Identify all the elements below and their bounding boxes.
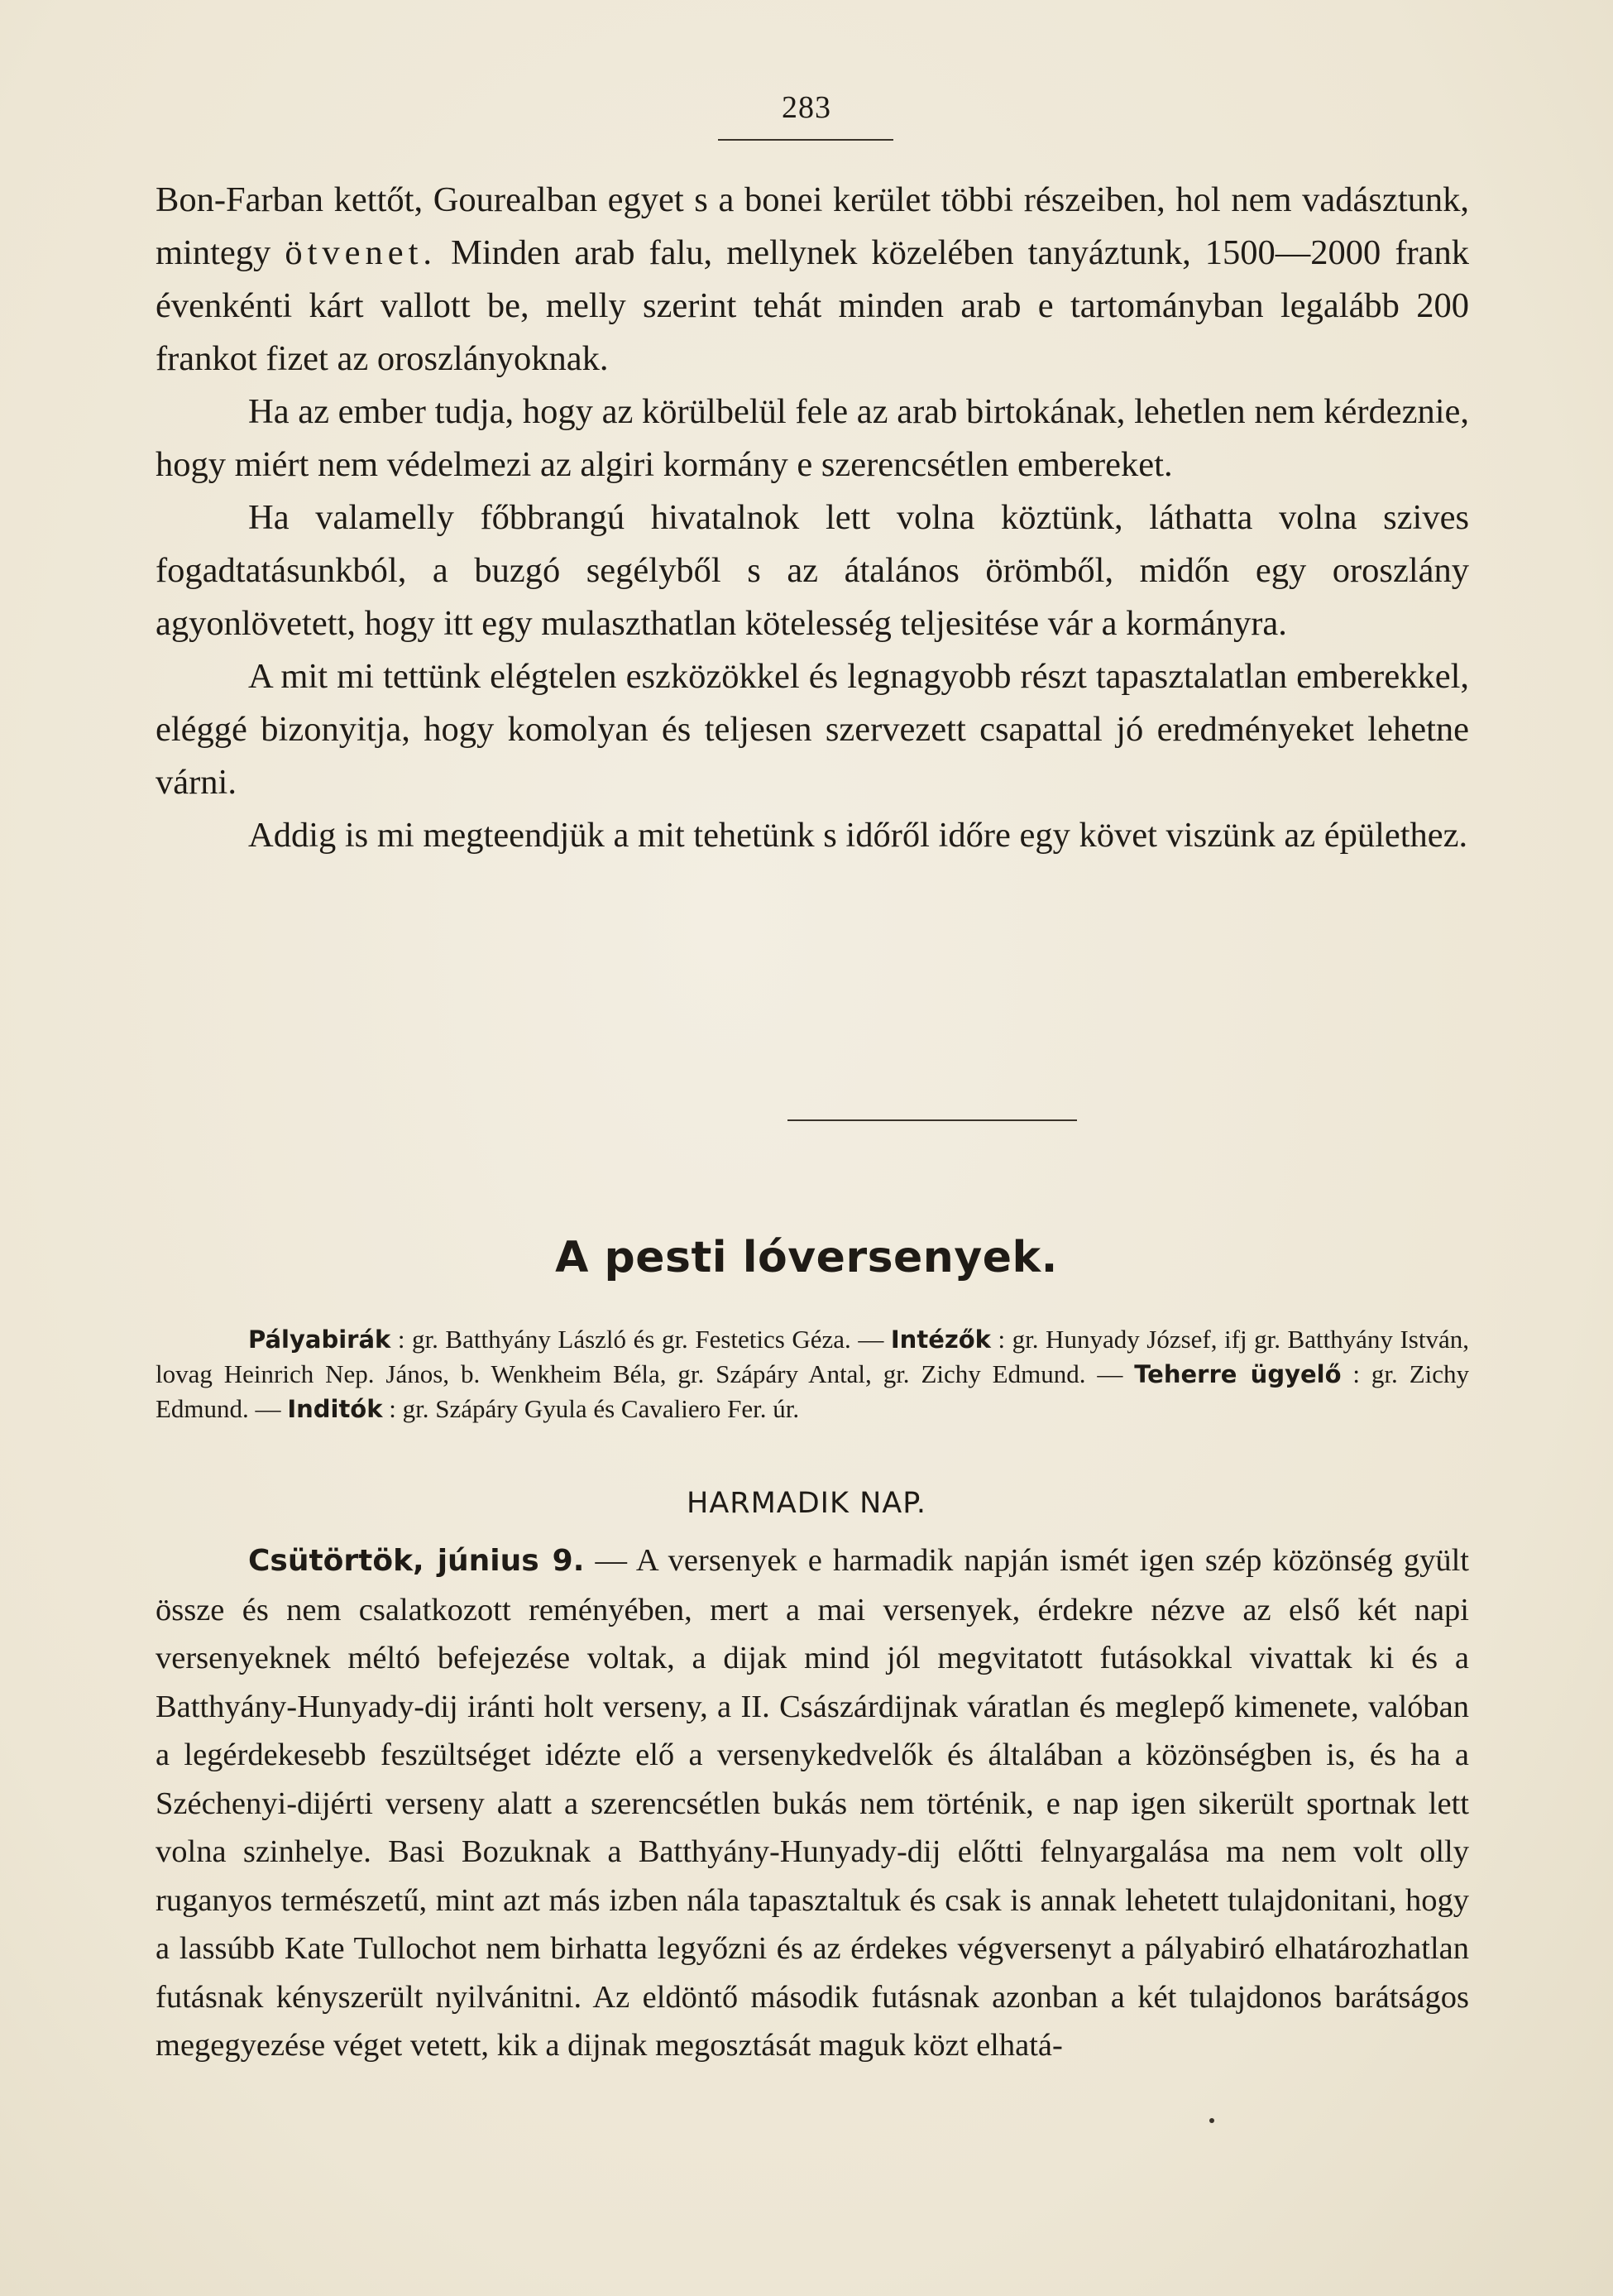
page-number-rule bbox=[718, 139, 893, 141]
officials-stewards: : gr. Hunyady József, ifj gr. Batthyány István, lovag Heinrich Nep. János, b. Wenkheim Béla, gr. Szápáry Antal, gr. Zichy Edmund. — bbox=[156, 1325, 1469, 1388]
paragraph-5: Addig is mi megteendjük a mit tehetünk s időről időre egy követ viszünk az épülethez. bbox=[248, 816, 1468, 855]
officials-paragraph bbox=[156, 1322, 1469, 1426]
page-number: 283 bbox=[782, 90, 831, 125]
day-report-text: — A versenyek e harmadik napján ismét igen szép közönség gyült össze és nem csalatkozott reményében, mert a mai versenyek, érdekre nézve az első két napi versenyeknek méltó befejezése voltak, a dijak mind jól megvitatott futásokkal vivattak ki és a Batthyány-Hunyady-dij iránti holt verseny, a II. Császárdijnak váratlan és meglepő kimenete, valóban a legérdekesebb feszültséget idézte elő a versenykedvelők és általában a közönségben is, és ha a Széchenyi-dijérti verseny alatt a szerencsétlen bukás nem történik, e nap igen sikerült sportnak lett volna szinhelye. Basi Bozuknak a Batthyány-Hunyady-dij előtti felnyargalása ma nem volt olly ruganyos természetű, mint azt más izben nála tapasztaltuk és csak is annak lehetett tulajdonitani, hogy a lassúbb Kate Tullochot nem birhatta legyőzni és az érdekes végversenyt a pályabiró elhatározhatlan futásnak kényszerült nyilvánitni. Az eldöntő második futásnak azonban a két tulajdonos barátságos megegyezése véget vetett, kik a dijnak megosztását maguk közt elhatá- bbox=[156, 1543, 1470, 2063]
day-report-paragraph bbox=[156, 1536, 1469, 2070]
day-report-block bbox=[156, 1536, 1469, 2070]
officials-list bbox=[156, 1322, 1469, 1426]
officials-label-stewards: Intézők bbox=[890, 1325, 991, 1354]
paragraph-2: Ha az ember tudja, hogy az körülbelül fele az arab birtokának, lehetlen nem kérdeznie, hogy miért nem védelmezi az algiri kormány e szerencsétlen embereket. bbox=[156, 392, 1469, 484]
day-heading: HARMADIK NAP. bbox=[687, 1487, 926, 1520]
section-title: A pesti lóversenyek. bbox=[555, 1233, 1058, 1282]
paragraph-1-spaced-word: ötvenet. bbox=[285, 233, 438, 272]
officials-label-judges: Pályabirák bbox=[248, 1325, 391, 1354]
officials-starters: : gr. Szápáry Gyula és Cavaliero Fer. úr. bbox=[382, 1394, 800, 1423]
ink-speck bbox=[1209, 2118, 1214, 2123]
officials-label-starters: Inditók bbox=[287, 1395, 383, 1423]
officials-label-weights: Teherre ügyelő bbox=[1134, 1360, 1342, 1388]
officials-weights: : gr. Zichy Edmund. — bbox=[156, 1359, 1469, 1423]
section-divider bbox=[787, 1119, 1077, 1121]
officials-judges: : gr. Batthyány László és gr. Festetics Géza. — bbox=[390, 1325, 891, 1354]
paragraph-1 bbox=[156, 174, 1469, 386]
paragraph-1-part-b: Minden arab falu, mellynek közelében tanyáztunk, 1500—2000 frank évenkénti kárt vallott be, melly szerint tehát minden arab e tartományban legalább 200 frankot fizet az oroszlányoknak. bbox=[156, 233, 1469, 378]
paragraph-1-part-a: Bon-Farban kettőt, Gourealban egyet s a bonei kerület többi részeiben, hol nem vadásztunk, mintegy bbox=[156, 180, 1469, 272]
paragraph-3: Ha valamelly főbbrangú hivatalnok lett volna köztünk, láthatta volna szives fogadtatásunkból, a buzgó segélyből s az átalános örömből, midőn egy oroszlány agyonlövetett, hogy itt egy mulaszthatlan kötelesség teljesitése vár a kormányra. bbox=[156, 498, 1469, 643]
paragraph-4: A mit mi tettünk elégtelen eszközökkel és legnagyobb részt tapasztalatlan emberekkel, eléggé bizonyitja, hogy komolyan és teljesen szervezett csapattal jó eredményeket lehetne várni. bbox=[156, 657, 1469, 802]
top-text-block bbox=[156, 174, 1469, 862]
day-report-lead: Csütörtök, június 9. bbox=[248, 1544, 585, 1578]
